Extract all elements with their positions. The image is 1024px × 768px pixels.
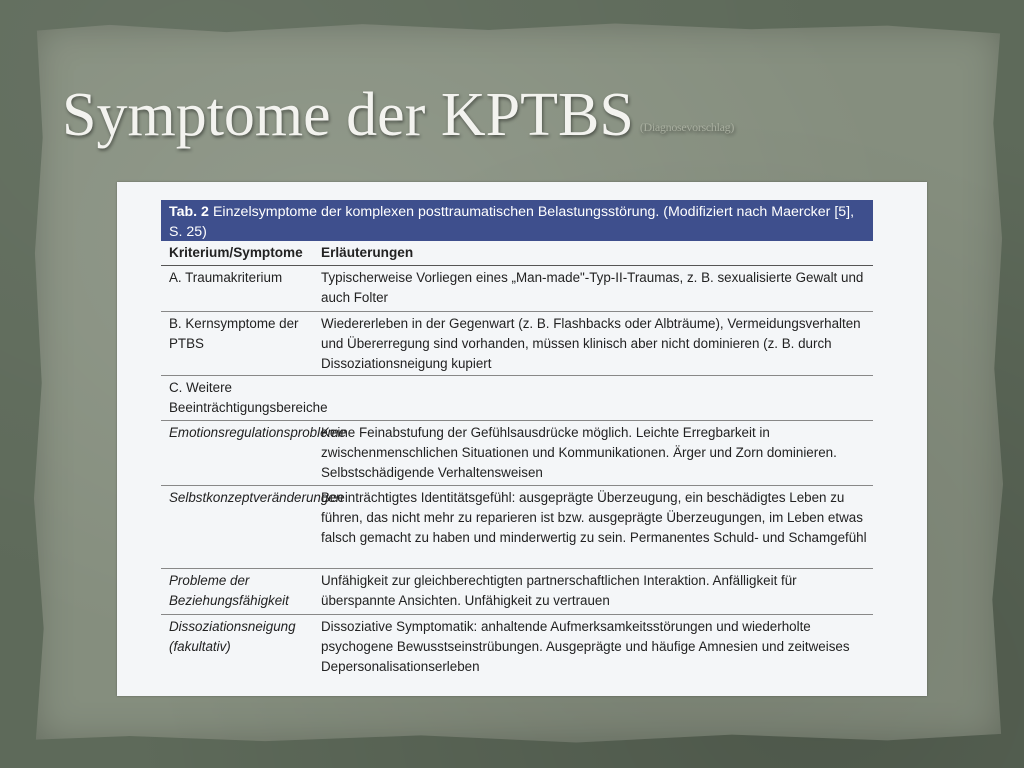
table-row — [161, 486, 873, 569]
row-criterion: B. Kernsymptome der PTBS — [169, 316, 299, 351]
row-explanation: Typischerweise Vorliegen eines „Man-made"-Typ-II-Traumas, z. B. sexualisierte Gewalt und auch Folter — [321, 270, 864, 305]
table-row — [161, 312, 873, 376]
header-explanation: Erläuterungen — [321, 245, 414, 260]
row-criterion: A. Traumakriterium — [169, 270, 283, 285]
table-caption-text: Einzelsymptome der komplexen posttraumatischen Belastungsstörung. (Modifiziert nach Maercker [5], S. 25) — [169, 204, 855, 240]
row-explanation — [317, 376, 873, 420]
row-criterion: Emotionsregulationsprobleme — [169, 425, 347, 440]
row-explanation: Beeinträchtigtes Identitätsgefühl: ausgeprägte Überzeugung, ein beschädigtes Leben zu führen, das nicht mehr zu reparieren ist bzw. ausgeprägte Überzeugungen, im Leben etwas falsch gemacht zu haben und minderwertig zu sein. Permanentes Schuld- und Schamgefühl — [321, 490, 867, 545]
table-row — [161, 569, 873, 615]
slide-title — [62, 80, 734, 150]
title-text: Symptome der KPTBS — [62, 81, 634, 149]
row-explanation: Unfähigkeit zur gleichberechtigten partnerschaftlichen Interaktion. Anfälligkeit für überspannte Ansichten. Unfähigkeit zu vertrauen — [321, 573, 797, 608]
scanned-table-image — [117, 182, 927, 696]
row-criterion: Probleme der Beziehungsfähigkeit — [169, 573, 289, 608]
row-explanation: Dissoziative Symptomatik: anhaltende Aufmerksamkeitsstörungen und wiederholte psychogene Bewusstseinstrübungen. Ausgeprägte und häufige Amnesien und zeitweises Depersonalisationserleben — [321, 619, 850, 674]
row-criterion: C. Weitere Beeinträchtigungsbereiche — [169, 380, 328, 415]
row-criterion: Dissoziationsneigung (fakultativ) — [169, 619, 296, 654]
table-header-row — [161, 241, 873, 266]
table-caption — [161, 200, 873, 241]
row-explanation: Wiedererleben in der Gegenwart (z. B. Flashbacks oder Albträume), Vermeidungsverhalten und Übererregung sind vorhanden, müssen klinisch aber nicht dominieren (z. B. durch Dissoziationsneigung kupiert — [321, 316, 861, 371]
row-criterion: Selbstkonzeptveränderungen — [169, 490, 344, 505]
header-criterion: Kriterium/Symptome — [169, 245, 303, 260]
table-label: Tab. 2 — [169, 204, 209, 220]
slide-subtitle: (Diagnosevorschlag) — [639, 120, 735, 134]
table-row — [161, 615, 873, 679]
table-row — [161, 266, 873, 312]
table-row — [161, 421, 873, 486]
table-row — [161, 376, 873, 421]
row-explanation: Keine Feinabstufung der Gefühlsausdrücke möglich. Leichte Erregbarkeit in zwischenmenschlichen Situationen und Kommunikationen. Ärger und Zorn dominieren. Selbstschädigende Verhaltensweisen — [321, 425, 837, 480]
symptom-table — [161, 200, 873, 679]
